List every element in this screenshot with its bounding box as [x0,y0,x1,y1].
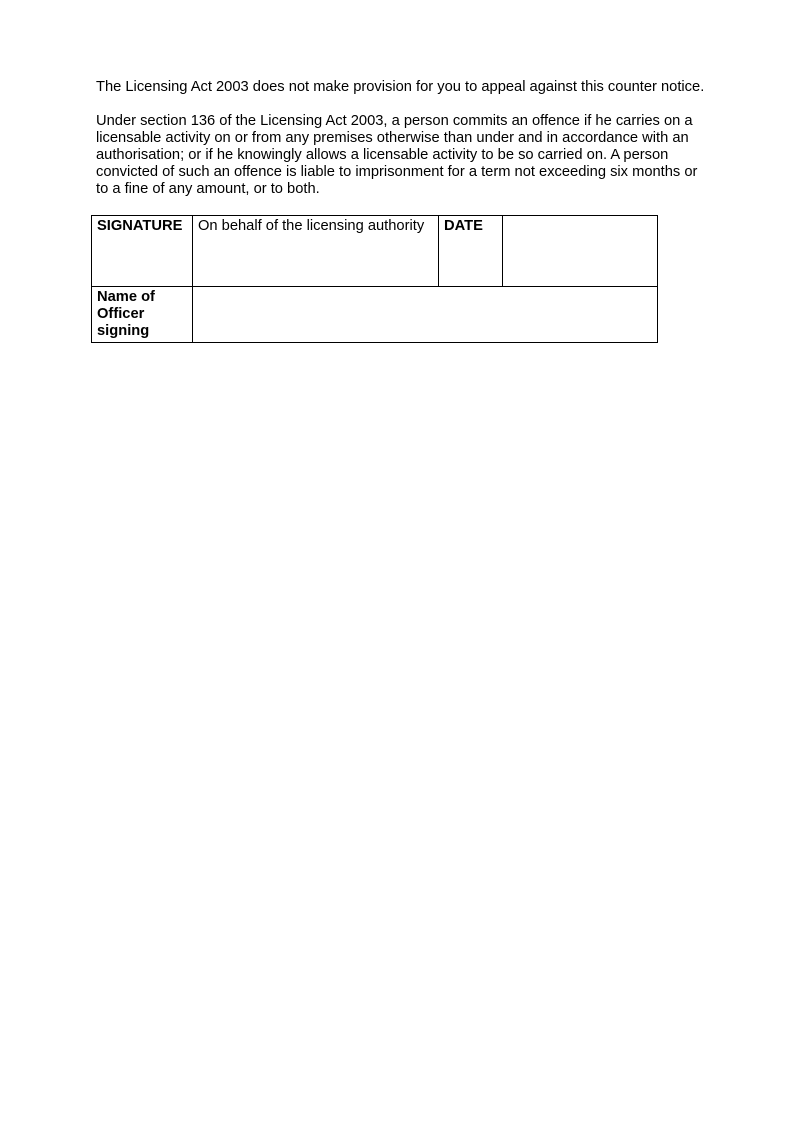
offence-paragraph: Under section 136 of the Licensing Act 2003, a person commits an offence if he carries on a licensable activity on or from any premises otherwise than under and in accordance with an authorisation; or if he knowingly allows a licensable activity to be so carried on. A person convicted of such an offence is liable to imprisonment for a term not exceeding six months or to a fine of any amount, or to both. [96,113,698,197]
officer-label-cell: Name of Officer signing [92,287,193,343]
signature-date-table [91,215,658,343]
signature-label-cell: SIGNATURE [92,216,193,287]
appeal-notice-paragraph: The Licensing Act 2003 does not make provision for you to appeal against this counter notice. [96,79,705,95]
date-label-cell: DATE [439,216,503,287]
signature-area-cell[interactable] [193,216,439,287]
on-behalf-note: On behalf of the licensing authority [198,218,425,234]
officer-name-cell[interactable] [193,287,658,343]
officer-row [92,287,658,343]
date-area-cell[interactable] [503,216,658,287]
signature-row [92,216,658,287]
